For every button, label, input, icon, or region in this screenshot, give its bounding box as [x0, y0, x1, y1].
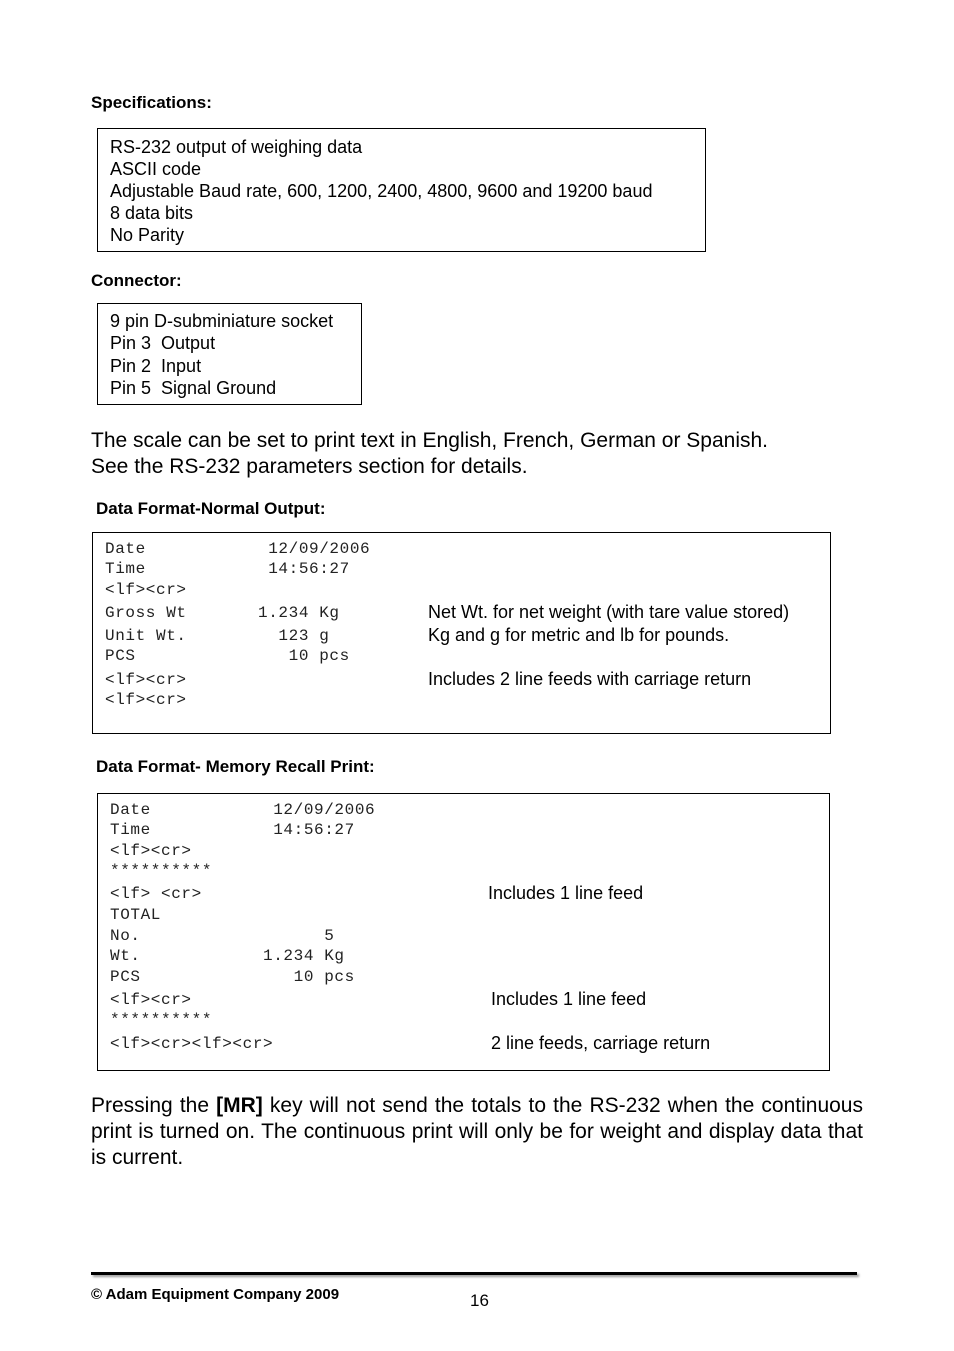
page-number: 16: [470, 1291, 489, 1310]
specifications-heading: Specifications:: [91, 93, 212, 112]
specifications-box: [97, 128, 706, 252]
normal-time-line: Time 14:56:27: [105, 560, 350, 578]
recall-stars-line: **********: [110, 1011, 213, 1029]
recall-note-feed3: 2 line feeds, carriage return: [491, 1033, 711, 1053]
mr-paragraph: [91, 1093, 863, 1171]
normal-pcs-line: PCS 10 pcs: [105, 647, 350, 665]
intro-line-2: See the RS-232 parameters section for details.: [91, 455, 528, 478]
recall-lfcr-line: <lf><cr>: [110, 991, 192, 1009]
recall-note-feed2: Includes 1 line feed: [491, 989, 647, 1009]
normal-output-box: [92, 532, 831, 734]
connector-heading: Connector:: [91, 271, 182, 290]
recall-pcs-line: PCS 10 pcs: [110, 968, 355, 986]
connector-line: Pin 3 Output: [110, 333, 216, 353]
recall-time-line: Time 14:56:27: [110, 821, 355, 839]
recall-total-line: TOTAL: [110, 906, 162, 924]
normal-note-feeds: Includes 2 line feeds with carriage return: [428, 669, 752, 689]
normal-gross-line: Gross Wt 1.234 Kg: [105, 604, 340, 622]
normal-output-heading: Data Format-Normal Output:: [96, 499, 326, 518]
recall-note-feed1: Includes 1 line feed: [488, 883, 644, 903]
connector-line: Pin 5 Signal Ground: [110, 378, 277, 398]
normal-lfcr-line: <lf><cr>: [105, 581, 187, 599]
recall-lfcr-line: <lf><cr>: [110, 842, 192, 860]
spec-line: No Parity: [110, 225, 185, 245]
recall-lfcr-line: <lf><cr><lf><cr>: [110, 1035, 274, 1053]
footer-copyright: © Adam Equipment Company 2009: [91, 1286, 340, 1303]
memory-recall-box: [97, 793, 830, 1071]
connector-line: 9 pin D-subminiature socket: [110, 311, 334, 331]
memory-recall-heading: Data Format- Memory Recall Print:: [96, 757, 375, 776]
recall-wt-line: Wt. 1.234 Kg: [110, 947, 345, 965]
normal-note-net: Net Wt. for net weight (with tare value stored): [428, 602, 790, 622]
recall-date-line: Date 12/09/2006: [110, 801, 376, 819]
connector-box: [97, 303, 362, 405]
spec-line: 8 data bits: [110, 203, 194, 223]
recall-no-line: No. 5: [110, 927, 335, 945]
mr-paragraph-post: key will not send the totals to the RS-232 when the continuous print is turned on. The continuous print will only be for weight and display data that is current.: [91, 1094, 863, 1169]
spec-line: Adjustable Baud rate, 600, 1200, 2400, 4800, 9600 and 19200 baud: [110, 181, 653, 201]
intro-line-1: The scale can be set to print text in English, French, German or Spanish.: [91, 429, 769, 452]
normal-lfcr-line: <lf><cr>: [105, 691, 187, 709]
normal-unit-line: Unit Wt. 123 g: [105, 627, 330, 645]
recall-stars-line: **********: [110, 862, 213, 880]
normal-lfcr-line: <lf><cr>: [105, 671, 187, 689]
spec-line: RS-232 output of weighing data: [110, 137, 363, 157]
recall-lfcr-line: <lf> <cr>: [110, 885, 202, 903]
normal-note-units: Kg and g for metric and lb for pounds.: [428, 625, 730, 645]
footer-rule: [91, 1272, 857, 1275]
spec-line: ASCII code: [110, 159, 202, 179]
mr-key-label: [MR]: [216, 1094, 263, 1117]
mr-paragraph-pre: Pressing the: [91, 1094, 217, 1117]
connector-line: Pin 2 Input: [110, 356, 202, 376]
normal-date-line: Date 12/09/2006: [105, 540, 371, 558]
